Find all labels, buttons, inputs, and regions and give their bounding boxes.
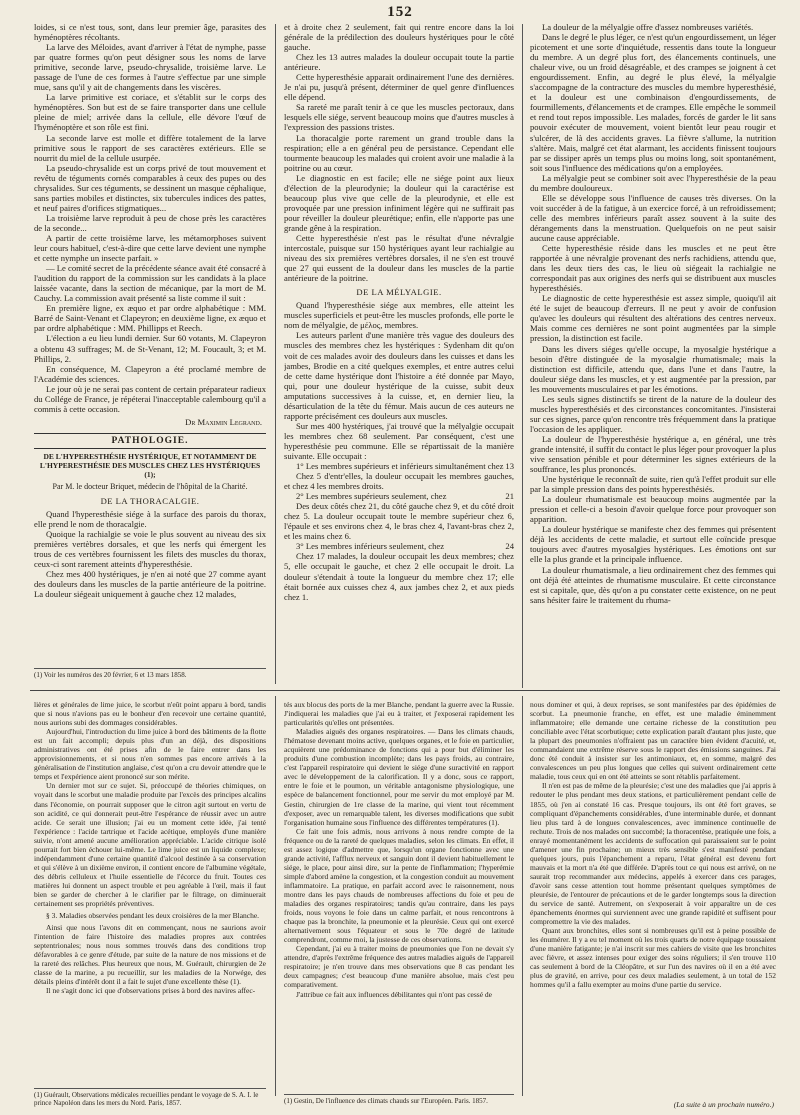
subsection-title: DE LA THORACALGIE. [100,495,200,506]
paragraph: Cette hyperesthésie apparait ordinairement l'une des dernières. Je n'ai pu, jusqu'à présent, déterminer de quel genre d'influences elle dépend. [284,72,514,103]
table-row [284,491,514,501]
paragraph: La pseudo-chrysalide est un corps privé de tout mouvement et revêtu de téguments cornés comparables à ceux des pupes ou des chrysalides. Sur ces téguments, se dessinent un masque céphalique, sans parties mobiles et distinctes, six tubercules indices des pattes, et neuf paires d'orifices stigmatiques... [34,162,266,213]
paragraph: La douleur de l'hyperesthésie hystérique a, en général, une très grande intensité, il suffit du contact le plus léger pour provoquer la plus vive sensation pénible et pour déterminer les signes extérieurs de la souffrance, les plus prononcés. [530,433,776,475]
footnote [34,668,266,679]
paragraph: La douleur rhumatismale est beaucoup moins augmentée par la pression et celle-ci a besoin d'avoir quelque force pour provoquer son apparition. [530,494,776,525]
column-divider [275,24,276,684]
footnote [284,1094,514,1105]
paragraph: Dans le degré le plus léger, ce n'est qu'un engourdissement, un léger picotement et une sorte d'inquiétude, ressentis dans toute la longueur du membre. A un degré plus fort, des élancements continuels, une chaleur vive, ou un froid désagréable, et des crampes se joignent à cet engourdissement. Enfin, au degré le plus élevé, la mélyalgie s'accompagne de la contracture des muscles du membre hyperesthésié, et la douleur est une combinaison d'engourdissements, de fourmillements, d'élancements et de crampes. Elle empêche le sommeil et rend tout repos impossible. Les malades, forcés de garder le lit sans pouvoir exécuter de mouvement, voient bientôt leur peau rougir et s'ulcérer, de là des accidents graves. La fièvre s'allume, la nutrition s'altère. Mais, malgré cet état alarmant, les accidents finissent toujours par se dissiper après un temps plus ou moins long, soit spontanément, soit sous l'influence des médications qu'on a employées. [530,32,776,173]
paragraph: La douleur hystérique se manifeste chez des femmes qui présentent déjà les accidents de cette maladie, et surtout elle coïncide presque toujours avec d'autres myosalgies hystériques. Les émotions ont sur elle la plus grande et la principale influence. [530,524,776,565]
column-1 [34,22,266,664]
horizontal-divider [30,690,780,691]
article-title: DE L'HYPERESTHÉSIE HYSTÉRIQUE, ET NOTAMMENT DE L'HYPERESTHÉSIE DES MUSCLES CHEZ LES HYSTÉRIQUES (1); [39,451,261,480]
column-5 [284,700,514,1090]
paragraph: Cette hyperesthésie réside dans les muscles et ne peut être rapportée à une névralgie provenant des nerfs rachidiens, attendu que, dans les deux tiers des cas, le lieu où siégeait la rachialgie ne correspondait pas aux origines des nerfs qui se distribuent aux muscles hyperesthésiés. [530,243,776,294]
table-row [284,541,514,551]
paragraph: Cette hyperesthésie n'est pas le résultat d'une névralgie intercostale, puisque sur 150 hystériques ayant leur rachialgie au niveau des six premières vertèbres dorsales, il ne s'en est trouvé que 27 qui eussent de la douleur dans les muscles de la partie antérieure de la poitrine. [284,232,514,284]
paragraph: Chez 5 d'entr'elles, la douleur occupait les membres gauches, et chez 4 les membres droits. [284,471,514,492]
paragraph: Des deux côtés chez 21, du côté gauche chez 9, et du côté droit chez 5. La douleur occupait toute le membre supérieur chez 6, l'épaule et ses environs chez 4, le bras chez 4, l'avant-bras chez 2, et les mains chez 6. [284,501,514,542]
column-divider [522,696,523,1096]
paragraph: La larve primitive est coriace, et s'établit sur le corps des hyménoptères. Son but est de se faire transporter dans une cellule pleine de miel; arrivée dans la cellule, elle dévore l'œuf de l'hyménoptère et son rôle est fini. [34,92,266,133]
paragraph: Un dernier mot sur ce sujet. Si, préoccupé de théories chimiques, on voyait dans le scorbut une maladie produite par l'excès des principes alcalins dans l'économie, on pourrait supposer que le citron agit surtout en vertu de son acidité, ce qui donnerait peut-être l'espérance de réussir avec un autre acide. Ce serait une illusion; j'ai eu un moment cette idée, j'ai tenté l'expérience : l'acide tartrique et l'acide acétique, employés d'une manière suivie, n'ont amené aucune amélioration appréciable. L'acide citrique isolé pourrait fort bien échouer lui-même. Le lime juice est un liquide complexe; indépendamment d'une certaine quantité d'alcool destinée à sa conservation et qui s'élève à un dixième environ, il contient encore de l'albumine végétale, des débris celluleux et l'huile essentielle de l'écorce du fruit. Toutes ces matières lui donnent un aspect trouble et peu agréable à l'œil, mais il faut bien se garder de chercher à le clarifier par le filtrage, on diminuerait certainement ses propriétés préventives. [34,781,266,909]
paragraph: La troisième larve reproduit à peu de chose près les caractères de la seconde... [34,212,266,233]
column-divider [275,696,276,1096]
paragraph: A partir de cette troisième larve, les métamorphoses suivent leur cours habituel, c'est-à-dire que cette larve devient une nymphe et cette nymphe un insecte parfait. » [34,232,266,264]
paragraph: Il n'en est pas de même de la pleurésie; c'est une des maladies que j'ai appris à redouter le plus pendant mes deux stations, et particulièrement pendant celle de 1855, où j'en ai constaté 16 cas. Presque toujours, ils ont été fort graves, se compliquant d'épanchements considérables, d'une interminable durée, et donnant lieu plus tard à de longues convalescences, avec imminence continuelle de rechute. Trois de nos malades ont succombé; la thoracentèse, pratiquée une fois, a enrayé momentanément les accidents de suffocation qui paraissaient sur le point d'amener une fin prochaine; un mieux très sensible s'est manifesté pendant quelques jours, puis l'épanchement a reparu, l'état général est devenu fort mauvais et la mort n'a été que différée. D'après tout ce qui nous est arrivé, on ne saurait trop recommander aux médecins, appelés à exercer dans ces parages, d'avoir sans cesse attention tout homme présentant quelques symptômes de pleurésie, de l'entourer de précautions et de le garder longtemps sous la direction du service de santé. Autrement, on s'exposerait à voir apparaître un de ces épanchements énormes qui surviennent avec une grande rapidité et suffisent pour compromettre la vie des malades. [530,781,776,927]
paragraph: En première ligne, ex æquo et par ordre alphabétique : MM. Barré de Saint-Venant et Clapeyron; en deuxième ligne, ex æquo et par ordre alphabétique : MM. Phillipps et Reech. [34,303,266,334]
paragraph: et à droite chez 2 seulement, fait qui rentre encore dans la loi générale de la prédilection des douleurs hystériques pour le côté gauche. [284,22,514,53]
table-row [284,461,514,471]
footnote [34,1088,266,1108]
paragraph: lières et générales de lime juice, le scorbut n'eût point apparu à bord, tandis que si nous n'avions pas eu le bonheur d'en recevoir une certaine quantité, nous aurions subi des dommages considérables. [34,700,266,728]
table-label: 1° Les membres supérieurs et inférieurs simultanément chez [296,461,504,472]
paragraph: La larve des Méloides, avant d'arriver à l'état de nymphe, passe par quatre formes qu'on peut désigner sous les noms de larve primitive, seconde larve, pseudo-chrysalide, troisième larve. Le passage de l'une de ces formes à l'autre s'effectue par une simple mue, sans qu'il y ait de changements dans les viscères. [34,42,266,93]
paragraph: Aujourd'hui, l'introduction du lime juice à bord des bâtiments de la flotte est un fait accompli; depuis plus d'un an déjà, des dispositions administratives ont été prises afin de le faire entrer dans les approvisionnements, et si nous n'en sommes pas encore arrivés à la généralisation de l'institution anglaise, c'est qu'on a cru devoir attendre que le temps et l'expérience aient prononcé sur son mérite. [34,727,266,782]
paragraph: Le diagnostic de cette hyperesthésie est assez simple, quoiqu'il ait été le sujet de beaucoup d'erreurs. Il ne peut y avoir de confusion qu'avec les douleurs qui résultent des altérations des centres nerveux. Mais comme ces dernières ne sont point augmentées par la simple pression, la distinction est facile. [530,293,776,344]
paragraph: Le jour où je ne serai pas content de certain préparateur radieux du Collége de France, je répéterai l'inacceptable calembourg qu'il a commis à cette occasion. [34,383,266,414]
paragraph: Quand l'hyperesthésie siége à la surface des parois du thorax, elle prend le nom de thoracalgie. [34,508,266,529]
table-label: 2° Les membres supérieurs seulement, chez [296,491,447,502]
paragraph: Le diagnostic en est facile; elle ne siége point aux lieux d'élection de la pleurodynie; la douleur qui la caractérise est beaucoup plus vive que celle de la pleurodynie, et elle est provoquée par une pression infiniment légère qui ne suffirait pas pour réveiller la douleur pleurétique; enfin, elle n'apporte pas une grande gêne à la respiration. [284,172,514,233]
paragraph: Maladies aiguës des organes respiratoires. — Dans les climats chauds, l'hématose devenant moins active, quelques organes, et le foie en particulier, acquièrent une prédominance de fonctions qui a pour but d'éliminer les produits d'une combustion incomplète; dans les pays froids, au contraire, c'est l'appareil respiratoire qui devient le siége d'une suractivité en rapport avec le développement de la calorification. Il y a donc, sous ce rapport, entre le foie et le poumon, un véritable antagonisme physiologique, une espèce de balancement fonctionnel, pour me servir du mot employé par M. Gestin, chirurgien de 1re classe de la marine, qui vient tout récemment d'exposer, avec un remarquable talent, les diverses modifications que subit l'organisation humaine sous l'influence des différentes températures (1). [284,727,514,827]
paragraph: Une hystérique le reconnaît de suite, rien qu'à l'effet produit sur elle par la simple pression dans des points hyperesthésiés. [530,474,776,495]
page-number: 152 [387,4,413,20]
paragraph: La douleur rhumatismale, a lieu ordinairement chez des femmes qui ont déjà été atteintes de rhumatisme musculaire. Et cette circonstance est si capitale, que, dès qu'on a pu constater cette existence, on ne peut sans hésiter faire le traitement du rhuma- [530,564,776,605]
paragraph: Chez mes 400 hystériques, je n'en ai noté que 27 comme ayant des douleurs dans les muscles de la partie antérieure de la poitrine. La douleur siégeait uniquement à gauche chez 12 malades, [34,568,266,599]
column-3 [530,22,776,688]
footnote-text: (1) Gestin, De l'influence des climats chauds sur l'Européen. Paris. 1857. [284,1097,488,1105]
column-4 [34,700,266,1084]
paragraph: Les seuls signes distinctifs se tirent de la nature de la douleur des muscles hyperesthésiés et des circonstances concomitantes. J'insisterai sur ces signes, parce qu'on rencontre très fréquemment dans la pratique l'occasion de les appliquer. [530,393,776,434]
table-label: 3° Les membres inférieurs seulement, chez [296,541,445,552]
paragraph: Chez les 13 autres malades la douleur occupait toute la partie antérieure. [284,52,514,73]
section-heading: PATHOLOGIE. [34,433,266,449]
paragraph: La douleur de la mélyalgie offre d'assez nombreuses variétés. [542,22,754,32]
column-6 [530,700,776,1098]
signature: Dr Maximin Legrand. [185,416,262,427]
table-value: 13 [505,461,514,472]
subsection-title: DE LA MÉLYALGIE. [356,287,442,298]
paragraph: Les auteurs parlent d'une manière très vague des douleurs des muscles des membres chez les hystériques : Sydenham dit qu'on voit de ces malades avoir des douleurs dans les cuisses et dans les jambes, Brodie en a cité quelques exemples, et entre autres celui de cette dame hystérique dont l'histoire a été donnée par Mayo, qui, pour une douleur hystérique de la cuisse, subit deux amputations successives à la cuisse, et, en dernier lieu, la désarticulation de la tête du fémur. Mais aucun de ces auteurs ne rapporte précisément ces douleurs aux muscles. [284,330,514,421]
paragraph: La mélyalgie peut se combiner soit avec l'hyperesthésie de la peau du membre douloureux. [530,172,776,193]
footnote-text: (1) Guérault, Observations médicales recueillies pendant le voyage de S. A. I. le prince Napoléon dans les mers du Nord. Paris, 1857. [34,1091,259,1108]
paragraph: loides, si ce n'est tous, sont, dans leur premier âge, parasites des hyménoptères récoltants. [34,22,266,43]
paragraph: Ce fait une fois admis, nous arrivons à nous rendre compte de la fréquence ou de la rareté de quelques maladies, selon les climats. En effet, il est assez logique d'admettre que, lorsqu'un organe fonctionne avec une grande activité, l'afflux nerveux et sanguin dont il devient habituellement le siége, le place, pour ainsi dire, sur la pente de l'inflammation; l'hyperémie simple d'abord amène la congestion, et la congestion conduit au mouvement inflammatoire. La pratique, en parfait accord avec le raisonnement, nous montre dans les pays chauds de nombreuses affections du foie et peu de maladies des organes respiratoires; tandis qu'au contraire, dans les pays froids, nous voyons le foie dans un calme parfait, et nous rencontrons à chaque pas la bronchite, la pneumonie et la pleurésie. Ceux qui ont exercé alternativement sous l'équateur et sous le 70e degré de latitude comprendront, comme moi, la justesse de ces observations. [284,826,514,945]
column-2 [284,22,514,684]
table-value: 21 [505,491,514,502]
paragraph: Elle se développe sous l'influence de causes très diverses. On la voit succéder à de la fatigue, à un exercice forcé, à un refroidissement; celle des membres inférieurs paraît assez souvent à la suite des dérangements dans la menstruation. Quelquefois on ne peut saisir aucune cause appréciable. [530,192,776,243]
section-title: § 3. Maladies observées pendant les deux croisières de la mer Blanche. [46,911,260,921]
paragraph: Cependant, j'ai eu à traiter moins de pneumonies que l'on ne devait s'y attendre, d'après l'extrême fréquence des autres maladies aiguës de l'appareil respiratoire; je n'en trouve dans mes observations que 8 cas pendant les deux campagnes; c'est beaucoup d'une manière absolue, mais c'est peu comparativement. [284,944,514,990]
paragraph: En conséquence, M. Clapeyron a été proclamé membre de l'Académie des sciences. [34,363,266,384]
paragraph: — Le comité secret de la précédente séance avait été consacré à l'audition du rapport de la commission sur les candidats à la place laissée vacante, dans la section de mécanique, par la mort de M. Cauchy. La commission avait présenté sa liste comme il suit : [34,263,266,304]
paragraph: Il ne s'agit donc ici que d'observations prises à bord des navires affec- [46,986,256,996]
paragraph: La seconde larve est molle et diffère totalement de la larve primitive sous le rapport de ses caractères extérieurs. Elle se nourrit du miel de la cellule usurpée. [34,132,266,163]
table-value: 24 [505,541,514,552]
paragraph: Ainsi que nous l'avons dit en commençant, nous ne saurions avoir l'intention de faire l'histoire des maladies propres aux contrées septentrionales; nous nous sommes trouvés dans des conditions trop défavorables à ce genre d'étude, par suite de la nature de nos missions et de la rareté des relâches. Plus heureux que nous, M. Guérault, chirurgien de 2e classe de la marine, a pu recueillir, sur les maladies de la Norwége, des détails pleins d'intérêt dont il a fait le sujet d'une excellente thèse (1). [34,923,266,987]
paragraph: nous dominer et qui, à deux reprises, se sont manifestées par des épidémies de scorbut. La pneumonie franche, en effet, est une maladie éminemment inflammatoire; elle demande une certaine richesse de la constitution peu conciliable avec l'état scorbutique; cette explication paraît d'autant plus juste, que la plupart des pneumonies n'offraient pas un caractère bien évident d'acuité, et, commandaient une extrême réserve sous le rapport des émissions sanguines. J'ai donc été conduit à insister sur les antimoniaux, et, en somme, malgré des convalescences un peu plus longues que celles qui suivent ordinairement cette maladie, tous ceux qui en ont été atteints se sont rétablis parfaitement. [530,700,776,782]
paragraph: Quant aux bronchites, elles sont si nombreuses qu'il est à peine possible de les énumérer. Il y a eu tel moment où les trois quarts de notre équipage toussaient d'une manière fatigante; je n'ai inscrit sur mes cahiers de visite que les bronchites avec fièvre, et assez intenses pour exiger des soins réguliers; il s'en trouve 110 cas seulement à bord de la Cléopâtre, et sur l'un des navires où il en a été avec plus de gravité, en arrive, pour ces deux maladies seulement, à un total de 152 hommes qu'il a fallu exempter au moins d'une partie du service. [530,926,776,990]
paragraph: Quand l'hyperesthésie siége aux membres, elle atteint les muscles superficiels et peut-être les muscles profonds, elle porte le nom de mélyalgie, de μέλος, membres. [284,300,514,331]
continuation-note: (La suite à un prochain numéro.) [673,1100,774,1109]
paragraph: Chez 17 malades, la douleur occupait les deux membres; chez 5, elle occupait le gauche, et chez 2 elle occupait le droit. La douleur s'étendait à toute la longueur du membre chez 17; elle était bornée aux cuisses chez 4, aux jambes chez 2, et aux pieds chez 1. [284,551,514,602]
paragraph: La thoracalgie porte rarement un grand trouble dans la respiration; elle a en général peu de persistance. Cependant elle tourmente beaucoup les malades qui croient avoir une maladie à la poitrine ou au cœur. [284,132,514,173]
paragraph: L'élection a eu lieu lundi dernier. Sur 60 votants, M. Clapeyron a obtenu 43 suffrages; M. de St-Venant, 12; M. Foucault, 3; et M. Phillips, 2. [34,333,266,364]
column-divider [522,24,523,688]
paragraph: Sur mes 400 hystériques, j'ai trouvé que la mélyalgie occupait les membres chez 68 seulement. Par conséquent, c'est une hyperesthésie peu commune. Elle se répartissait de la manière suivante. Elle occupait : [284,420,514,461]
paragraph: Dans les divers siéges qu'elle occupe, la myosalgie hystérique a besoin d'être distinguée de la myosalgie rhumatismale; mais la distinction est difficile, attendu que, dans l'une et dans l'autre, la douleur siége dans les muscles, et y est augmentée par la pression, par les mouvements musculaires et par les émotions. [530,343,776,394]
paragraph: Quoique la rachialgie se voie le plus souvent au niveau des six premières vertèbres dorsales, et que les nerfs qui émergent les trous de ces vertèbres fournissent les filets des muscles du thorax, ceux-ci sont rarement atteints d'hyperesthésie. [34,528,266,569]
paragraph: tés aux blocus des ports de la mer Blanche, pendant la guerre avec la Russie. J'indiquerai les maladies que j'ai eu à traiter, et j'exposerai rapidement les particularités qu'elles ont présentées. [284,700,514,728]
paragraph: Sa rareté me paraît tenir à ce que les muscles pectoraux, dans lesquels elle siége, servent beaucoup moins que d'autres muscles à l'expression des passions tristes. [284,102,514,133]
paragraph: J'attribue ce fait aux influences débilitantes qui n'ont pas cessé de [296,989,492,999]
article-author: Par M. le docteur Briquet, médecin de l'hôpital de la Charité. [52,481,248,491]
footnote-text: (1) Voir les numéros des 20 février, 6 et 13 mars 1858. [34,671,187,679]
